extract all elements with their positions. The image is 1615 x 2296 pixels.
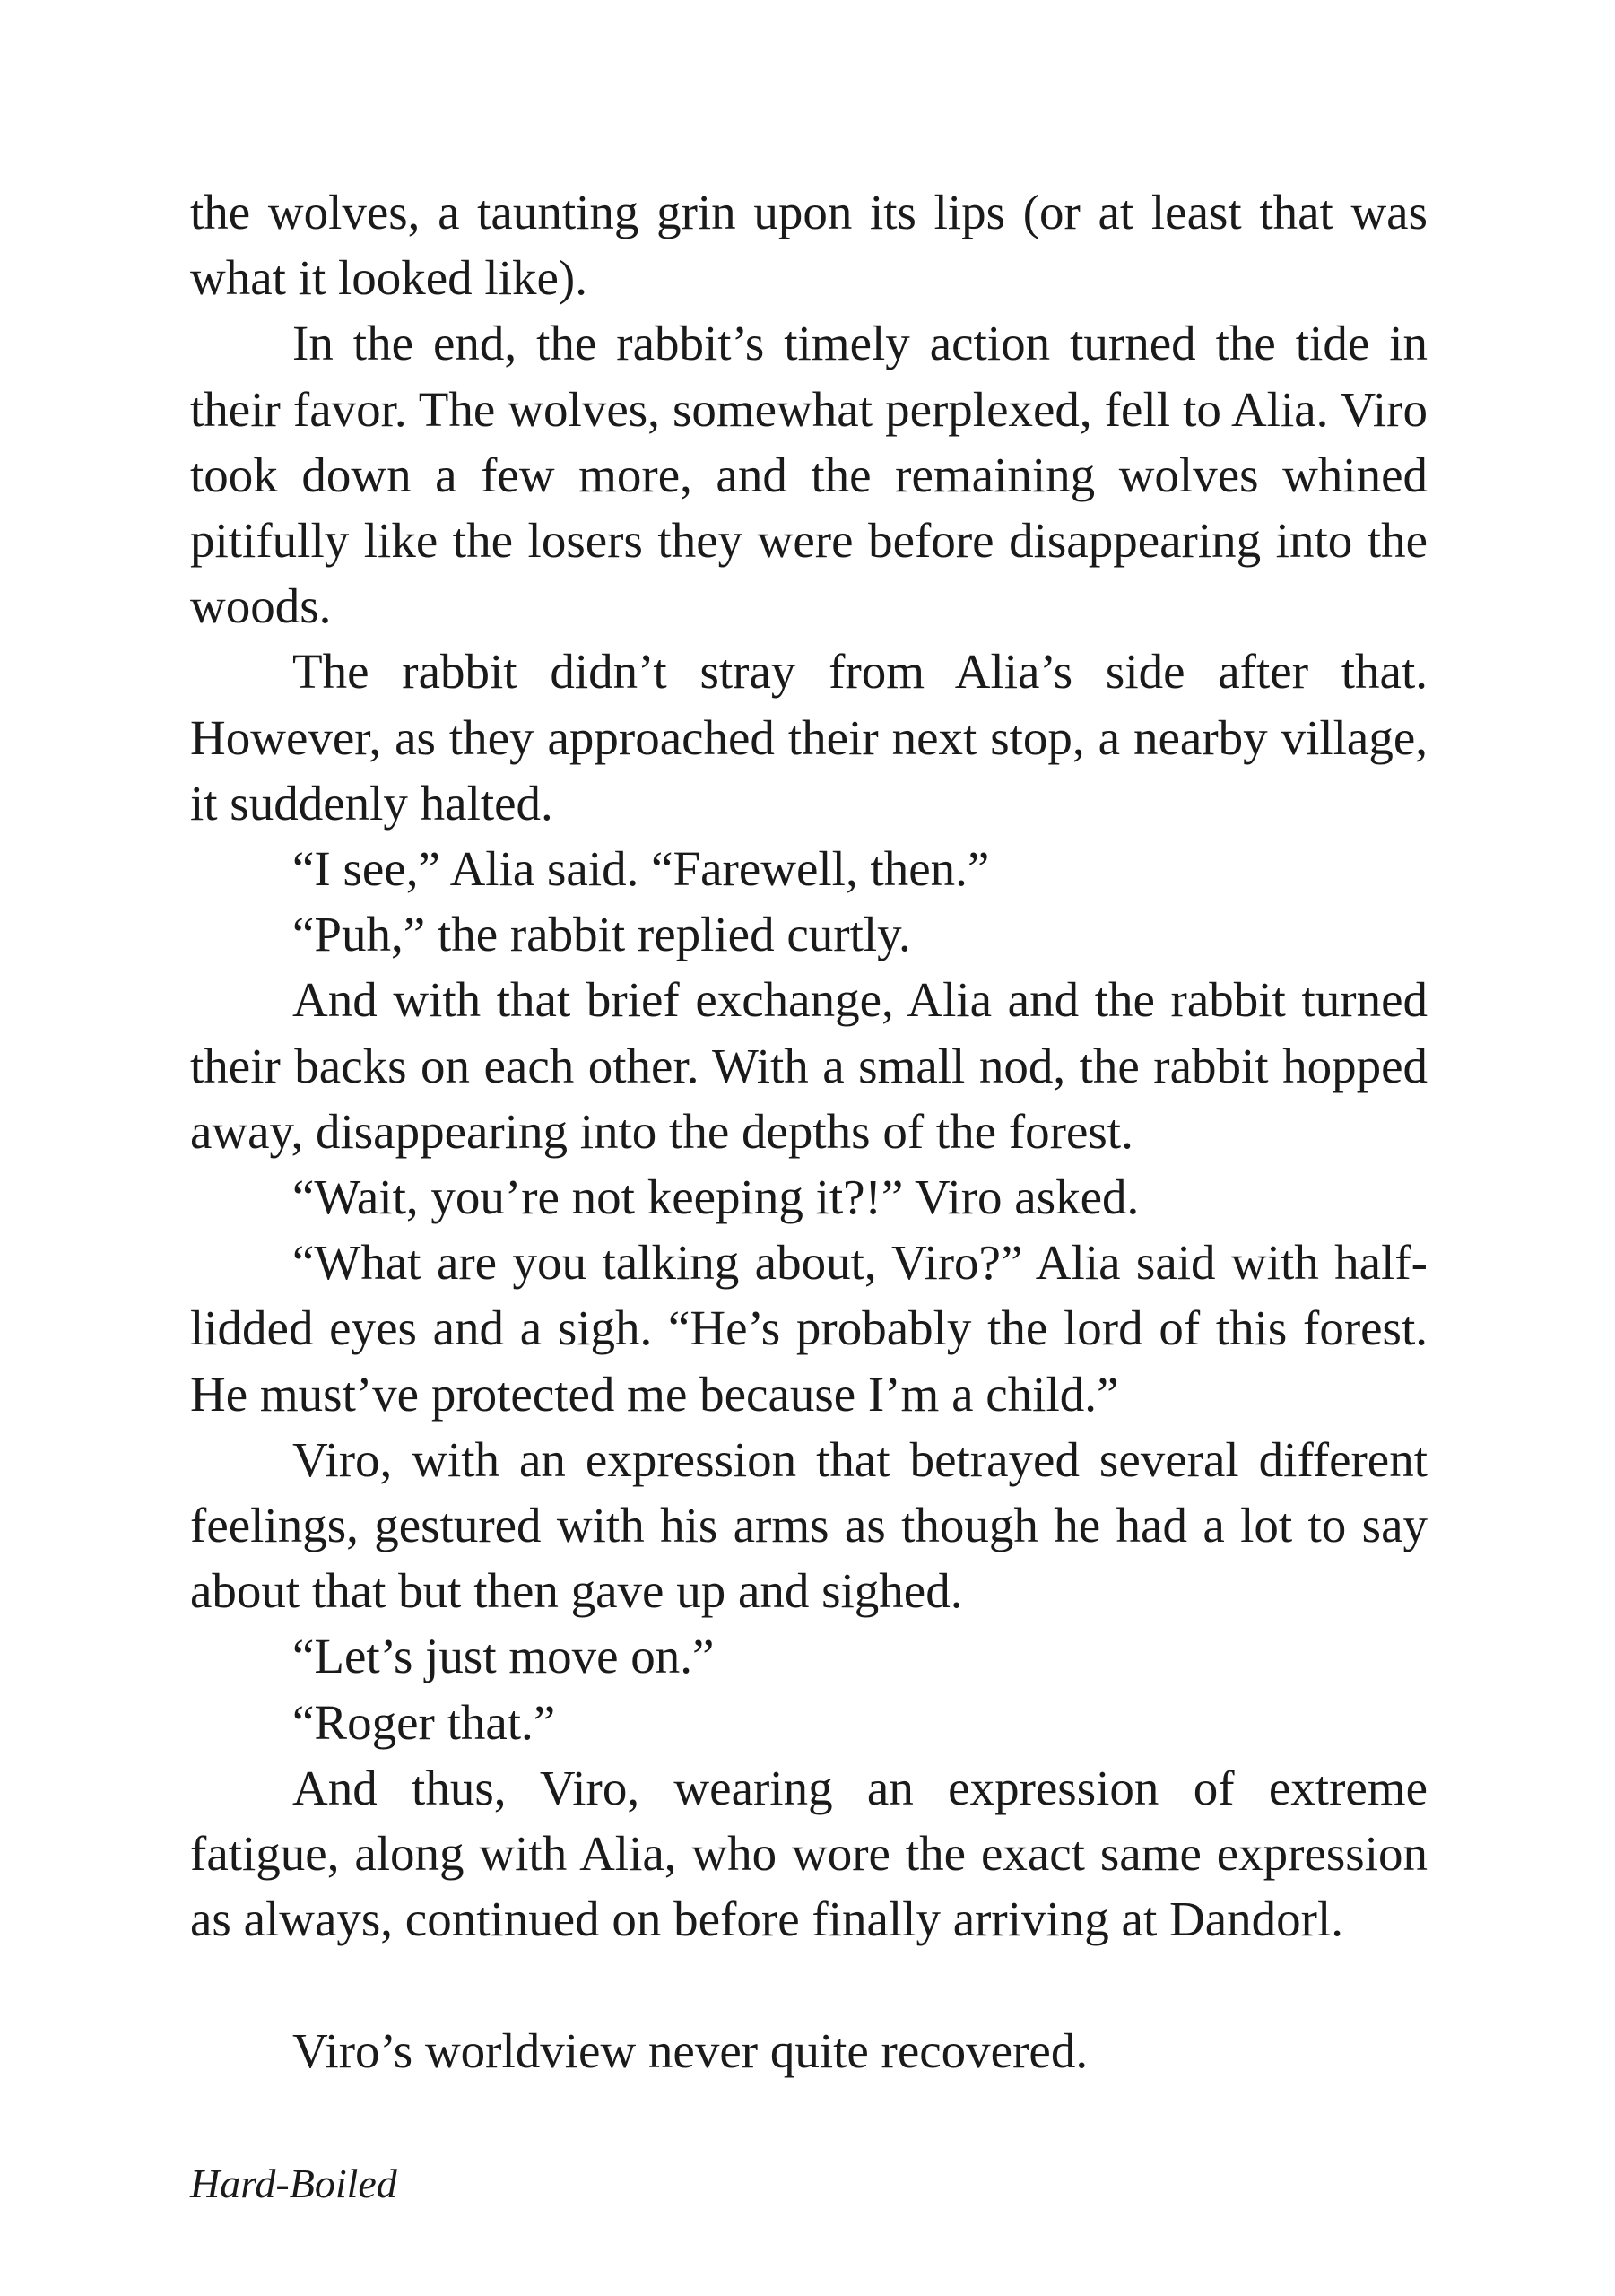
paragraph: “Puh,” the rabbit replied curtly. — [292, 907, 911, 962]
paragraph: “Wait, you’re not keeping it?!” Viro asked. — [292, 1170, 1140, 1225]
running-footer-book-title: Hard-Boiled — [190, 2161, 397, 2206]
closing-paragraph: Viro’s worldview never quite recovered. — [292, 2022, 1089, 2078]
paragraph: “Roger that.” — [292, 1694, 556, 1750]
paragraph: And with that brief exchange, Alia and the rabbit turned their backs on each other. With a small nod, the rabbit hopped away, disappearing into the depths of the forest. — [190, 972, 1428, 1159]
body-text — [190, 179, 1428, 2083]
paragraph: Viro, with an expression that betrayed several different feelings, gestured with his arms as though he had a lot to say about that but then gave up and sighed. — [190, 1431, 1428, 1619]
paragraph: “Let’s just move on.” — [292, 1629, 715, 1684]
paragraph: And thus, Viro, wearing an expression of extreme fatigue, along with Alia, who wore the exact same expression as always, continued on before finally arriving at Dandorl. — [190, 1760, 1428, 1947]
paragraph: “What are you talking about, Viro?” Alia said with half-lidded eyes and a sigh. “He’s probably the lord of this forest. He must’ve protected me because I’m a child.” — [190, 1235, 1428, 1422]
paragraph: the wolves, a taunting grin upon its lips (or at least that was what it looked like). — [190, 185, 1428, 306]
paragraph: In the end, the rabbit’s timely action turned the tide in their favor. The wolves, somewhat perplexed, fell to Alia. Viro took down a few more, and the remaining wolves whined pitifully like the losers they were before disappearing into the woods. — [190, 316, 1428, 634]
paragraph: The rabbit didn’t stray from Alia’s side after that. However, as they approached their next stop, a nearby village, it suddenly halted. — [190, 644, 1428, 831]
paragraph: “I see,” Alia said. “Farewell, then.” — [292, 841, 990, 897]
